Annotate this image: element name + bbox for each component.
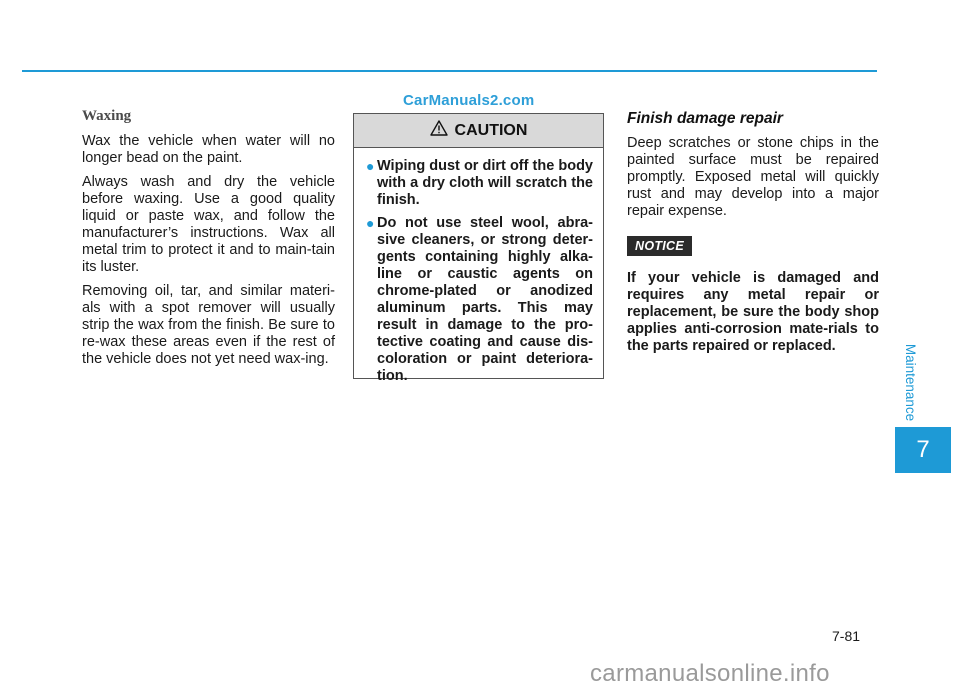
section-side-label xyxy=(898,340,924,425)
paragraph: Wax the vehicle when water will no longer bead on the paint. xyxy=(82,133,335,166)
right-column xyxy=(627,108,879,355)
list-item xyxy=(366,158,593,209)
notice-badge: NOTICE xyxy=(627,236,692,256)
section-heading-finish-damage: Finish damage repair xyxy=(627,110,783,127)
top-rule xyxy=(22,70,877,72)
paragraph: Always wash and dry the vehicle before waxing. Use a good quality liquid or paste wax, and follow the manufacturer’s instructions. Wax all metal trim to protect it and to main-tain its luster. xyxy=(82,174,335,275)
caution-box xyxy=(353,113,604,384)
watermark-footer[interactable]: carmanualsonline.info xyxy=(590,660,830,687)
chapter-tab: 7 xyxy=(895,427,951,473)
bullet-icon: ● xyxy=(366,215,375,231)
caution-item-text: Wiping dust or dirt off the body with a dry cloth will scratch the finish. xyxy=(377,158,593,208)
caution-header xyxy=(354,114,603,148)
caution-title: CAUTION xyxy=(454,121,528,139)
notice-text: If your vehicle is damaged and requires any metal repair or replacement, be sure the body shop applies anti-corrosion mate-rials to the parts repaired or replaced. xyxy=(627,270,879,354)
bullet-icon: ● xyxy=(366,158,375,174)
page-number: 7-81 xyxy=(832,628,861,644)
list-item xyxy=(366,215,593,385)
section-label: Maintenance xyxy=(903,343,919,422)
warning-triangle-icon xyxy=(430,120,448,141)
caution-item-text: Do not use steel wool, abra-sive cleaners, or strong deter-gents containing highly alka-line or caustic agents on chrome-plated or anodized aluminum parts. This may result in damage to the pro-tective coating and cause dis-coloration or paint deteriora-tion. xyxy=(377,215,593,384)
watermark-top[interactable]: CarManuals2.com xyxy=(403,92,535,109)
paragraph: Deep scratches or stone chips in the painted surface must be repaired promptly. Exposed metal will quickly rust and may develop into a major repair expense. xyxy=(627,135,879,219)
caution-list xyxy=(354,148,603,385)
section-heading-waxing: Waxing xyxy=(82,108,132,124)
left-column xyxy=(82,108,335,375)
paragraph: Removing oil, tar, and similar materi-als with a spot remover will usually strip the wax from the finish. Be sure to re-wax these areas even if the rest of the vehicle does not yet need wax-ing. xyxy=(82,283,335,367)
